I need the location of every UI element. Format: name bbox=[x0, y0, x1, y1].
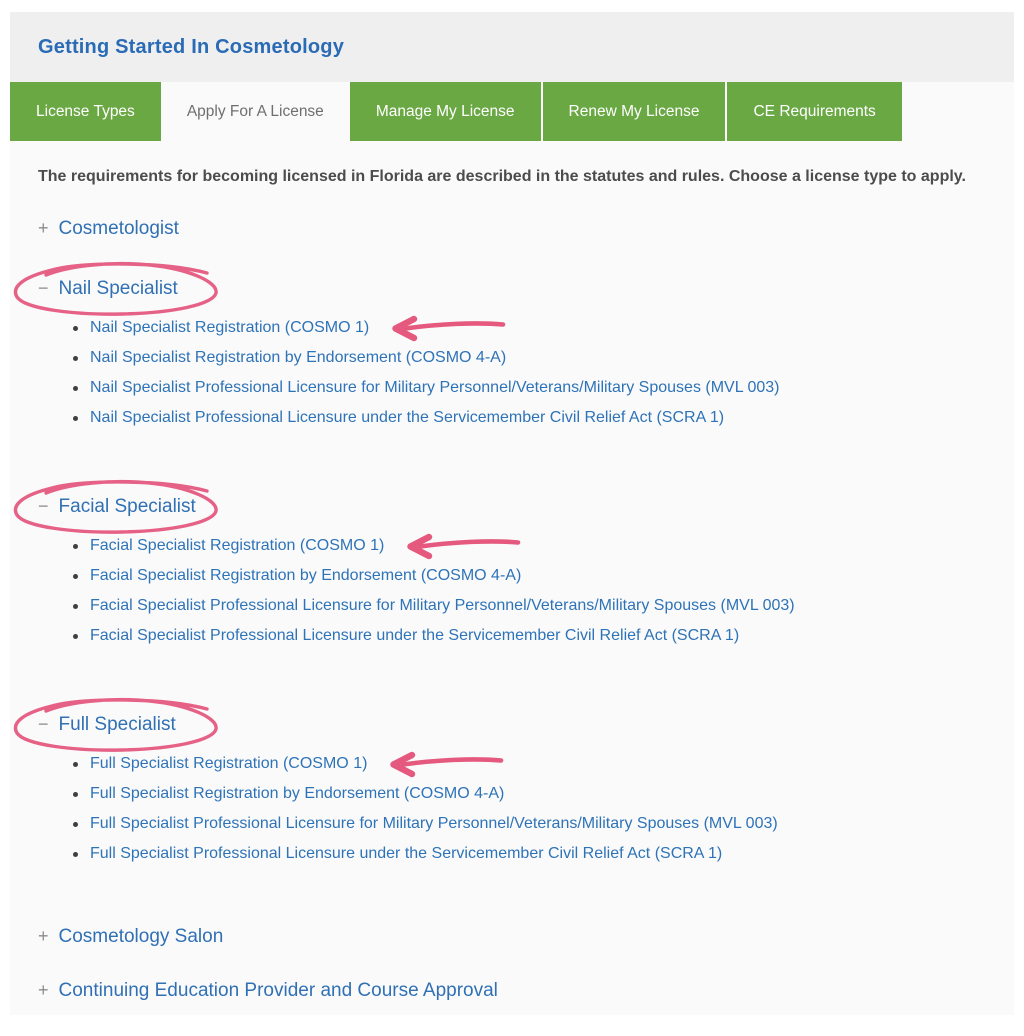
accordion-toggle-full-specialist[interactable] bbox=[38, 714, 176, 735]
license-link-full-specialist-registration-cosmo-1[interactable]: Full Specialist Registration (COSMO 1) bbox=[90, 755, 368, 772]
license-list-item bbox=[73, 343, 986, 373]
license-link-nail-specialist-registration-by-endorsement-cosmo-4-a[interactable]: Nail Specialist Registration by Endorsement (COSMO 4-A) bbox=[90, 349, 507, 366]
tab-apply-for-a-license[interactable]: Apply For A License bbox=[161, 82, 350, 141]
license-link-facial-specialist-registration-by-endorsement-cosmo-4-a[interactable]: Facial Specialist Registration by Endorsement (COSMO 4-A) bbox=[90, 567, 522, 584]
license-link-nail-specialist-professional-licensure-for-military-personnel-veterans-military-spouses-mvl-003[interactable]: Nail Specialist Professional Licensure for Military Personnel/Veterans/Military Spouses (MVL 003) bbox=[90, 379, 780, 396]
license-link-full-specialist-registration-by-endorsement-cosmo-4-a[interactable]: Full Specialist Registration by Endorsement (COSMO 4-A) bbox=[90, 785, 505, 802]
license-link-full-specialist-professional-licensure-for-military-personnel-veterans-military-spouses-mvl-003[interactable]: Full Specialist Professional Licensure for Military Personnel/Veterans/Military Spouses (MVL 003) bbox=[90, 815, 778, 832]
panel-header bbox=[10, 12, 1014, 82]
accordion-section-facial-specialist bbox=[38, 495, 986, 651]
license-link-facial-specialist-professional-licensure-for-military-personnel-veterans-military-spouses-mvl-003[interactable]: Facial Specialist Professional Licensure for Military Personnel/Veterans/Military Spouses (MVL 003) bbox=[90, 597, 795, 614]
accordion-section-continuing-education-provider-and-course-approval bbox=[38, 979, 986, 1003]
accordion-header bbox=[38, 979, 986, 1003]
license-list-item bbox=[73, 839, 986, 869]
accordion-section-cosmetology-salon bbox=[38, 925, 986, 949]
accordion-toggle-cosmetologist[interactable] bbox=[38, 218, 179, 239]
accordion-header bbox=[38, 217, 986, 241]
highlight-arrow-annotation bbox=[397, 533, 523, 560]
accordion bbox=[38, 217, 986, 1003]
accordion-section-label: Cosmetology Salon bbox=[58, 926, 224, 947]
license-link-facial-specialist-registration-cosmo-1[interactable]: Facial Specialist Registration (COSMO 1) bbox=[90, 537, 385, 554]
license-list-item bbox=[73, 749, 986, 779]
tab-bar bbox=[10, 82, 1014, 141]
intro-text: The requirements for becoming licensed in Florida are described in the statutes and rules. Choose a license type to apply. bbox=[38, 168, 966, 185]
license-list-item bbox=[73, 313, 986, 343]
tab-ce-requirements[interactable]: CE Requirements bbox=[725, 82, 901, 141]
license-list-item bbox=[73, 779, 986, 809]
accordion-section-label: Full Specialist bbox=[58, 714, 176, 735]
accordion-toggle-continuing-education-provider-and-course-approval[interactable] bbox=[38, 980, 498, 1001]
license-link-nail-specialist-registration-cosmo-1[interactable]: Nail Specialist Registration (COSMO 1) bbox=[90, 319, 370, 336]
collapse-icon: − bbox=[38, 714, 49, 734]
license-list-item bbox=[73, 531, 986, 561]
license-list-item bbox=[73, 403, 986, 433]
accordion-section-label: Continuing Education Provider and Course Approval bbox=[58, 980, 498, 1001]
accordion-section-nail-specialist bbox=[38, 277, 986, 433]
license-list-item bbox=[73, 621, 986, 651]
accordion-section-cosmetologist bbox=[38, 217, 986, 241]
license-list-item bbox=[73, 373, 986, 403]
accordion-section-label: Nail Specialist bbox=[58, 278, 178, 299]
accordion-header bbox=[38, 713, 986, 737]
license-link-list bbox=[38, 313, 986, 433]
tab-license-types[interactable]: License Types bbox=[10, 82, 161, 141]
accordion-section-label: Cosmetologist bbox=[58, 218, 179, 239]
expand-icon: + bbox=[38, 926, 49, 946]
accordion-header bbox=[38, 277, 986, 301]
highlight-arrow-annotation bbox=[380, 751, 506, 778]
license-link-facial-specialist-professional-licensure-under-the-servicemember-civil-relief-act-scra-1[interactable]: Facial Specialist Professional Licensure under the Servicemember Civil Relief Act (SCRA 1) bbox=[90, 627, 740, 644]
accordion-section-label: Facial Specialist bbox=[58, 496, 196, 517]
cosmetology-panel bbox=[10, 12, 1014, 1015]
accordion-toggle-facial-specialist[interactable] bbox=[38, 496, 196, 517]
accordion-section-full-specialist bbox=[38, 713, 986, 869]
license-list-item bbox=[73, 809, 986, 839]
accordion-header bbox=[38, 925, 986, 949]
collapse-icon: − bbox=[38, 278, 49, 298]
highlight-arrow-annotation bbox=[382, 315, 508, 342]
license-link-list bbox=[38, 749, 986, 869]
expand-icon: + bbox=[38, 218, 49, 238]
accordion-toggle-cosmetology-salon[interactable] bbox=[38, 926, 223, 947]
tab-renew-my-license[interactable]: Renew My License bbox=[541, 82, 726, 141]
license-list-item bbox=[73, 561, 986, 591]
collapse-icon: − bbox=[38, 496, 49, 516]
license-link-list bbox=[38, 531, 986, 651]
expand-icon: + bbox=[38, 980, 49, 1000]
page-title: Getting Started In Cosmetology bbox=[38, 35, 345, 58]
accordion-toggle-nail-specialist[interactable] bbox=[38, 278, 178, 299]
license-link-full-specialist-professional-licensure-under-the-servicemember-civil-relief-act-scra-1[interactable]: Full Specialist Professional Licensure under the Servicemember Civil Relief Act (SCRA 1) bbox=[90, 845, 723, 862]
license-link-nail-specialist-professional-licensure-under-the-servicemember-civil-relief-act-scra-1[interactable]: Nail Specialist Professional Licensure under the Servicemember Civil Relief Act (SCRA 1) bbox=[90, 409, 725, 426]
accordion-header bbox=[38, 495, 986, 519]
tab-manage-my-license[interactable]: Manage My License bbox=[350, 82, 541, 141]
license-list-item bbox=[73, 591, 986, 621]
tab-content bbox=[10, 141, 1014, 1015]
